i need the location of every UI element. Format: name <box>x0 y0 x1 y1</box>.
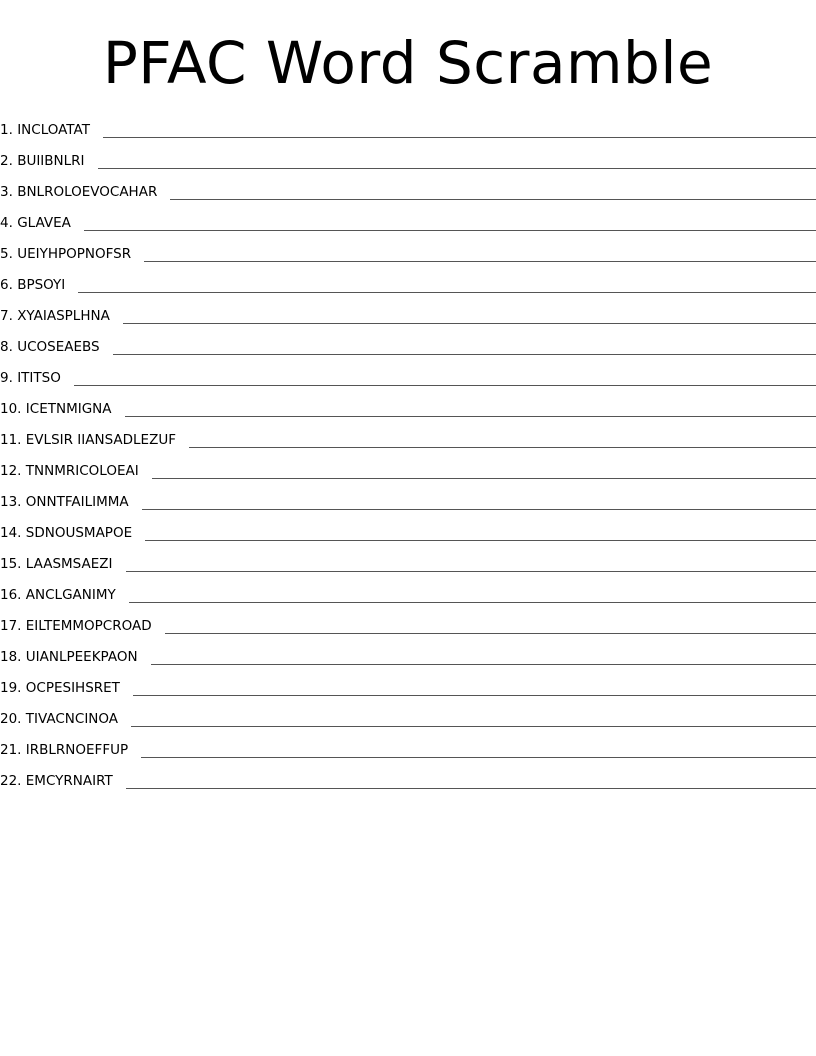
answer-line[interactable] <box>165 633 816 634</box>
item-number: 22. <box>0 773 22 789</box>
item-number: 20. <box>0 711 22 727</box>
list-item <box>0 327 816 358</box>
item-label <box>0 585 116 606</box>
item-number: 3. <box>0 184 13 200</box>
answer-line[interactable] <box>125 416 816 417</box>
item-number: 11. <box>0 432 22 448</box>
item-label <box>0 399 112 420</box>
item-label <box>0 678 120 699</box>
item-number: 17. <box>0 618 22 634</box>
list-item <box>0 358 816 389</box>
item-label <box>0 461 139 482</box>
item-label <box>0 120 90 141</box>
item-label <box>0 182 157 203</box>
answer-line[interactable] <box>144 261 816 262</box>
answer-line[interactable] <box>129 602 816 603</box>
answer-line[interactable] <box>145 540 816 541</box>
item-label <box>0 368 61 389</box>
list-item <box>0 234 816 265</box>
item-number: 18. <box>0 649 22 665</box>
answer-line[interactable] <box>131 726 816 727</box>
answer-line[interactable] <box>141 757 816 758</box>
item-number: 19. <box>0 680 22 696</box>
item-number: 12. <box>0 463 22 479</box>
list-item <box>0 699 816 730</box>
item-label <box>0 616 152 637</box>
answer-line[interactable] <box>189 447 816 448</box>
item-number: 8. <box>0 339 13 355</box>
answer-line[interactable] <box>142 509 816 510</box>
answer-line[interactable] <box>126 571 816 572</box>
scrambled-word: EILTEMMOPCROAD <box>25 618 152 634</box>
item-label <box>0 709 118 730</box>
answer-line[interactable] <box>98 168 816 169</box>
item-label <box>0 492 129 513</box>
list-item <box>0 389 816 420</box>
scrambled-word: TIVACNCINOA <box>25 711 119 727</box>
item-label <box>0 244 131 265</box>
list-item <box>0 420 816 451</box>
item-label <box>0 554 113 575</box>
list-item <box>0 110 816 141</box>
answer-line[interactable] <box>123 323 816 324</box>
answer-line[interactable] <box>84 230 816 231</box>
scrambled-word: XYAIASPLHNA <box>17 308 110 324</box>
list-item <box>0 265 816 296</box>
scrambled-word: SDNOUSMAPOE <box>25 525 133 541</box>
scrambled-word: LAASMSAEZI <box>25 556 113 572</box>
answer-line[interactable] <box>152 478 816 479</box>
scrambled-word: OCPESIHSRET <box>25 680 120 696</box>
scrambled-word: ANCLGANIMY <box>25 587 116 603</box>
list-item <box>0 761 816 792</box>
item-label <box>0 306 110 327</box>
scrambled-word: ITITSO <box>17 370 61 386</box>
scrambled-word: TNNMRICOLOEAI <box>25 463 139 479</box>
item-number: 13. <box>0 494 22 510</box>
scrambled-word: INCLOATAT <box>17 122 90 138</box>
scrambled-word: UIANLPEEKPAON <box>25 649 138 665</box>
answer-line[interactable] <box>78 292 816 293</box>
list-item <box>0 544 816 575</box>
item-number: 5. <box>0 246 13 262</box>
item-label <box>0 151 85 172</box>
scrambled-word: ONNTFAILIMMA <box>25 494 129 510</box>
item-number: 21. <box>0 742 22 758</box>
item-number: 4. <box>0 215 13 231</box>
item-label <box>0 523 132 544</box>
scrambled-word: EVLSIR IIANSADLEZUF <box>25 432 176 448</box>
page-title: PFAC Word Scramble <box>102 29 714 97</box>
list-item <box>0 203 816 234</box>
item-label <box>0 647 138 668</box>
list-item <box>0 575 816 606</box>
scrambled-word: ICETNMIGNA <box>25 401 112 417</box>
scrambled-word: BPSOYI <box>17 277 66 293</box>
answer-line[interactable] <box>133 695 816 696</box>
item-label <box>0 740 128 761</box>
list-item <box>0 296 816 327</box>
scrambled-word: UEIYHPOPNOFSR <box>17 246 132 262</box>
list-item <box>0 141 816 172</box>
answer-line[interactable] <box>113 354 816 355</box>
item-number: 9. <box>0 370 13 386</box>
item-number: 16. <box>0 587 22 603</box>
answer-line[interactable] <box>170 199 816 200</box>
item-label <box>0 771 113 792</box>
scrambled-word: BUIIBNLRI <box>17 153 85 169</box>
list-item <box>0 513 816 544</box>
answer-line[interactable] <box>74 385 816 386</box>
item-number: 2. <box>0 153 13 169</box>
list-item <box>0 172 816 203</box>
scrambled-word: BNLROLOEVOCAHAR <box>17 184 158 200</box>
answer-line[interactable] <box>151 664 816 665</box>
item-number: 6. <box>0 277 13 293</box>
word-list <box>0 110 816 792</box>
answer-line[interactable] <box>103 137 816 138</box>
item-label <box>0 430 176 451</box>
item-label <box>0 337 100 358</box>
list-item <box>0 606 816 637</box>
item-number: 1. <box>0 122 13 138</box>
item-number: 15. <box>0 556 22 572</box>
item-number: 10. <box>0 401 22 417</box>
item-number: 14. <box>0 525 22 541</box>
list-item <box>0 482 816 513</box>
item-number: 7. <box>0 308 13 324</box>
item-label <box>0 275 65 296</box>
list-item <box>0 451 816 482</box>
list-item <box>0 637 816 668</box>
scrambled-word: IRBLRNOEFFUP <box>25 742 129 758</box>
list-item <box>0 730 816 761</box>
item-label <box>0 213 71 234</box>
scrambled-word: EMCYRNAIRT <box>25 773 113 789</box>
answer-line[interactable] <box>126 788 816 789</box>
scrambled-word: UCOSEAEBS <box>17 339 100 355</box>
list-item <box>0 668 816 699</box>
scrambled-word: GLAVEA <box>17 215 71 231</box>
